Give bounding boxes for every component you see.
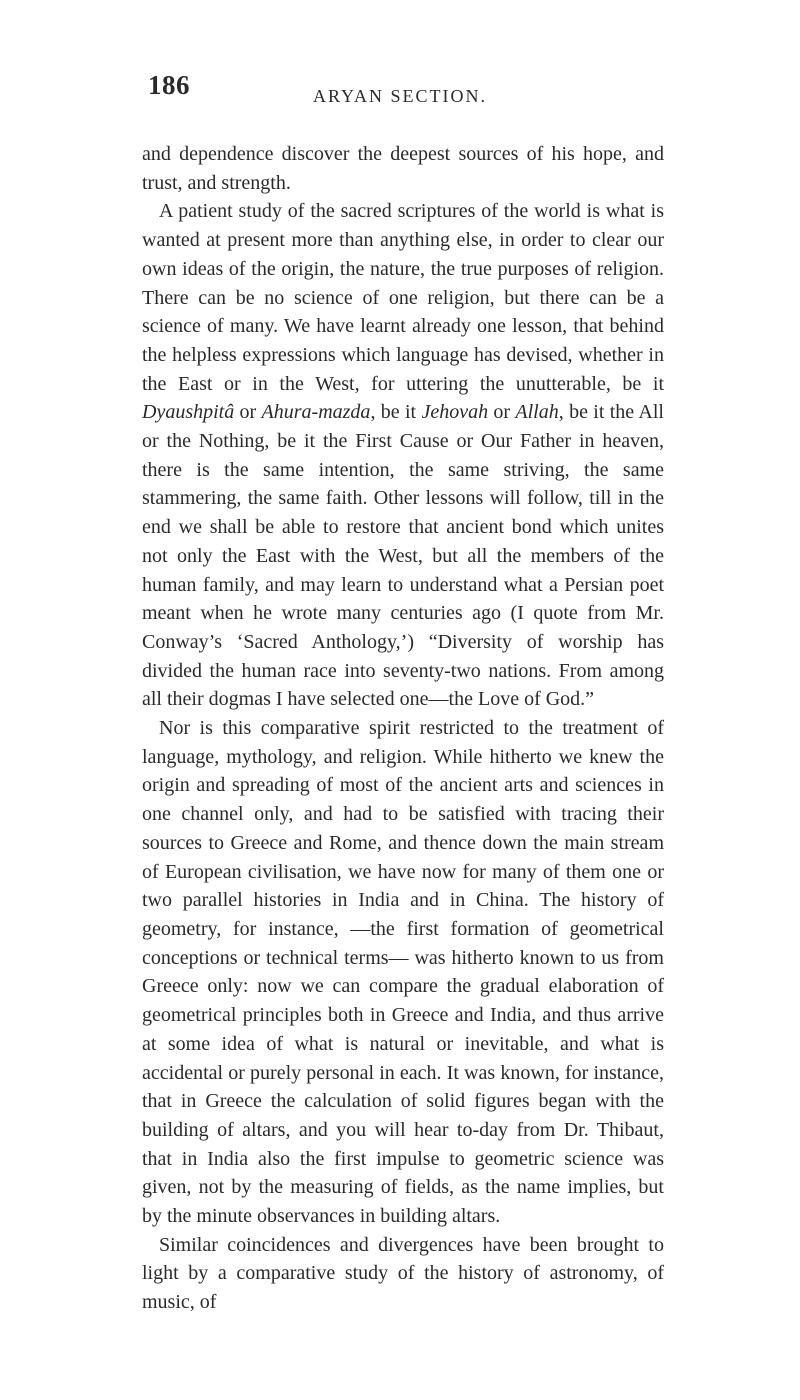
page-number: 186 — [148, 70, 190, 100]
italic-term: Dyaushpitâ — [142, 401, 235, 424]
text-segment: , be it — [370, 401, 422, 424]
text-segment: or — [488, 401, 516, 424]
text-segment: or — [234, 401, 262, 424]
italic-term: Jehovah — [421, 401, 489, 424]
paragraph-1 — [142, 140, 664, 197]
running-head: ARYAN SECTION. — [312, 86, 487, 106]
body-text — [142, 140, 664, 1317]
paragraph-3 — [142, 714, 664, 1231]
text-segment: , be it the All or the Nothing, be it the First Cause or Our Father in heaven, there is the same intention, the same striving, the same stammering, the same faith. Other lessons will follow, till in the end we shall be able to restore that ancient bond which unites not only the East with the West, but all the members of the human family, and may learn to understand what a Persian poet meant when he wrote many centuries ago (I quote from Mr. Conway’s ‘Sacred Anthology,’) “Diversity of worship has divided the human race into seventy-two nations. From among all their dogmas I have selected one—the Love of God.” — [142, 401, 664, 711]
text-segment: Similar coincidences and divergences have been brought to light by a comparative study of the history of astronomy, of music, of — [142, 1233, 664, 1314]
paragraph-4 — [142, 1231, 664, 1317]
italic-term: Allah — [515, 401, 559, 424]
text-segment: A patient study of the sacred scriptures of the world is what is wanted at present more than anything else, in order to clear our own ideas of the origin, the nature, the true purposes of religion. There can be no science of one religion, but there can be a science of many. We have learnt already one lesson, that behind the helpless expressions which language has devised, whether in the East or in the West, for uttering the unutterable, be it — [142, 200, 664, 395]
text-segment: Nor is this comparative spirit restricted to the treatment of language, mythology, and religion. While hitherto we knew the origin and spreading of most of the ancient arts and sciences in one channel only, and had to be satisfied with tracing their sources to Greece and Rome, and thence down the main stream of European civilisation, we have now for many of them one or two parallel histories in India and in China. The history of geometry, for instance, —the first formation of geometrical conceptions or technical terms— was hitherto known to us from Greece only: now we can compare the gradual elaboration of geometrical principles both in Greece and India, and thus arrive at some idea of what is natural or inevitable, and what is accidental or purely personal in each. It was known, for instance, that in Greece the calculation of solid figures began with the building of altars, and you will hear to-day from Dr. Thibaut, that in India also the first impulse to geometric science was given, not by the measuring of fields, as the name implies, but by the minute observances in building altars. — [142, 717, 664, 1228]
text-segment: and dependence discover the deepest sources of his hope, and trust, and strength. — [142, 143, 664, 194]
paragraph-2 — [142, 197, 664, 714]
italic-term: Ahura-mazda — [261, 401, 371, 424]
